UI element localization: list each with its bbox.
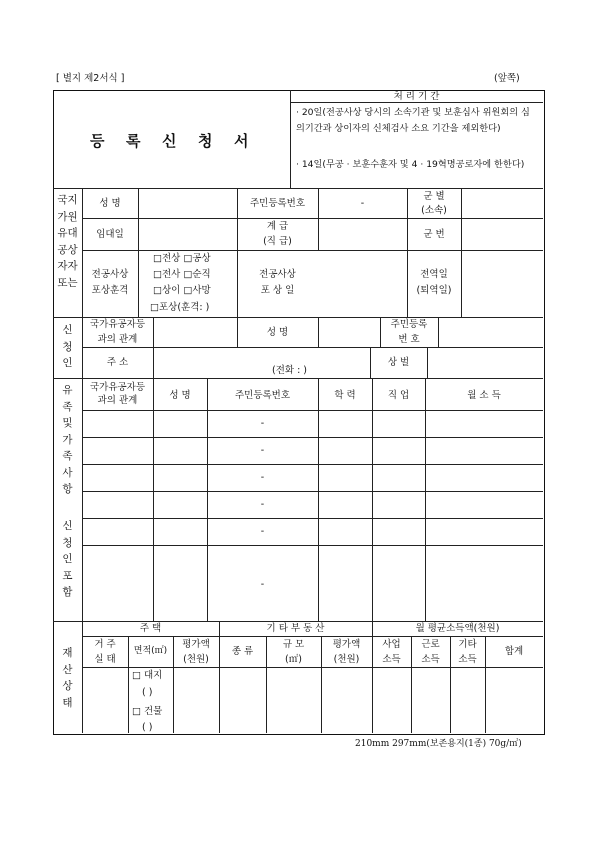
labor-income-label-1: 근로 — [421, 639, 440, 650]
house-value-label-2: (천원) — [183, 654, 209, 665]
applicant-name-label: 성 명 — [266, 327, 289, 338]
other-income-label-2: 소득 — [458, 654, 477, 665]
title-char-4: 청 — [198, 132, 213, 150]
cause-option-row3[interactable]: □상이 □사망 — [153, 285, 211, 296]
residence-label-2: 실 태 — [94, 654, 116, 665]
award-label: 상 벌 — [387, 357, 410, 368]
section-property-label: 재 산 상 태 — [62, 647, 73, 709]
applicant-name-field[interactable] — [319, 318, 379, 346]
rank-sub-label: (직 급) — [263, 236, 292, 247]
event-date-label-1: 전공사상 — [259, 269, 296, 280]
section-applicant-label: 신 청 인 — [62, 324, 73, 369]
applicant-rrn-field[interactable] — [439, 318, 542, 346]
family-row-5-rrn[interactable]: - — [260, 526, 265, 537]
applicant-relation-label-2: 과의 관계 — [97, 334, 138, 345]
family-row-1-rrn[interactable]: - — [260, 418, 265, 429]
rank-label: 계 급 — [266, 221, 289, 232]
family-row-2-rrn[interactable]: - — [260, 445, 265, 456]
building-checkbox[interactable]: □ 건물 — [132, 706, 163, 717]
other-income-label-1: 기타 — [458, 639, 477, 650]
building-area[interactable]: ( ) — [142, 722, 153, 733]
name-field[interactable] — [139, 189, 236, 217]
serial-number-label: 군 번 — [423, 229, 445, 240]
cause-label-1: 전공사상 — [91, 269, 129, 280]
other-realestate-header: 기 타 부 동 산 — [266, 623, 325, 634]
family-row-6-rrn[interactable]: - — [260, 579, 265, 590]
address-label: 주 소 — [106, 357, 129, 368]
title-char-1: 등 — [90, 132, 105, 150]
land-checkbox[interactable]: □ 대지 — [132, 670, 163, 681]
monthly-income-header: 월 평균소득액(천원) — [415, 623, 500, 634]
business-income-label-2: 소득 — [382, 654, 401, 665]
paper-spec: 210mm 297mm(보존용지(1종) 70g/㎡) — [355, 739, 522, 749]
processing-period-14days: · 14일(무공 · 보훈수훈자 및 4 · 19혁명공로자에 한한다) — [296, 159, 525, 170]
family-header-income: 월 소 득 — [467, 390, 501, 401]
family-row-3-rrn[interactable]: - — [260, 472, 265, 483]
family-header-rrn: 주민등록번호 — [234, 390, 291, 401]
branch-field[interactable] — [462, 189, 542, 217]
processing-period-label: 처 리 기 간 — [393, 91, 440, 102]
labor-income-label-2: 소득 — [421, 654, 440, 665]
realestate-value-label-1: 평가액 — [332, 639, 361, 650]
house-header: 주 택 — [139, 623, 162, 634]
land-area[interactable]: ( ) — [142, 687, 153, 698]
total-income-label: 합계 — [504, 646, 524, 657]
address-phone[interactable]: (전화 : ) — [272, 365, 308, 376]
realestate-scale-label-1: 규 모 — [282, 639, 305, 650]
section-family-label: 유 족 및 가 족 사 항 — [62, 384, 73, 495]
event-date-label-2: 포 상 일 — [260, 285, 295, 296]
discharge-date-label: 전역일 — [420, 269, 448, 280]
page-side: (앞쪽) — [494, 73, 520, 84]
family-header-relation: 국가유공자등 과의 관계 — [89, 382, 146, 406]
cause-option-row1[interactable]: □전상 □공상 — [153, 253, 211, 264]
realestate-value-label-2: (천원) — [333, 654, 360, 665]
title-char-5: 서 — [234, 132, 249, 150]
form-number: [ 별지 제2서식 ] — [56, 73, 125, 84]
realestate-scale-label-2: (㎡) — [285, 654, 302, 665]
event-date-field[interactable] — [319, 251, 406, 316]
rank-field[interactable] — [319, 219, 406, 249]
applicant-rrn-label-2: 번 호 — [398, 334, 420, 345]
serial-number-field[interactable] — [462, 219, 542, 249]
discharge-date-field[interactable] — [462, 251, 542, 316]
residence-label-1: 거 주 — [94, 639, 116, 650]
rrn-label: 주민등록번호 — [249, 198, 306, 209]
cause-option-row2[interactable]: □전사 □순직 — [153, 269, 211, 280]
business-income-label-1: 사업 — [382, 639, 401, 650]
house-value-label-1: 평가액 — [182, 639, 210, 650]
processing-period-20days: · 20일(전공사상 당시의 소속기관 및 보훈심사 위원회의 심의기간과 상이자의 신체검사 소요 기간을 제외한다) — [296, 107, 530, 134]
area-label: 면적(㎡) — [133, 646, 168, 656]
family-header-job: 직 업 — [387, 390, 410, 401]
cause-label-2: 포상훈격 — [91, 285, 129, 296]
enlist-date-label: 임대일 — [96, 229, 124, 240]
discharge-date-sub-label: (퇴역일) — [416, 285, 452, 296]
cause-option-row4[interactable]: □포상(훈격: ) — [150, 302, 210, 313]
branch-sub-label: (소속) — [421, 205, 447, 216]
applicant-relation-label-1: 국가유공자등 — [89, 319, 146, 330]
family-header-name: 성 명 — [169, 390, 191, 401]
applicant-relation-field[interactable] — [154, 318, 236, 346]
title-char-2: 록 — [126, 132, 141, 150]
applicant-rrn-label-1: 주민등록 — [390, 319, 428, 330]
award-field[interactable] — [428, 348, 542, 377]
family-header-education: 학 력 — [334, 390, 356, 401]
enlist-date-field[interactable] — [139, 219, 236, 249]
realestate-type-label: 종 류 — [231, 646, 254, 657]
name-label: 성 명 — [99, 198, 121, 209]
title-char-3: 신 — [162, 132, 177, 150]
family-row-4-rrn[interactable]: - — [260, 499, 265, 510]
section-veteran-label: 국지 가원 유대 공상 자자 또는 — [57, 194, 78, 289]
rrn-field[interactable]: - — [360, 198, 365, 209]
branch-label: 군 별 — [423, 191, 445, 202]
section-family-sub-label: 신 청 인 포 함 — [62, 520, 73, 598]
